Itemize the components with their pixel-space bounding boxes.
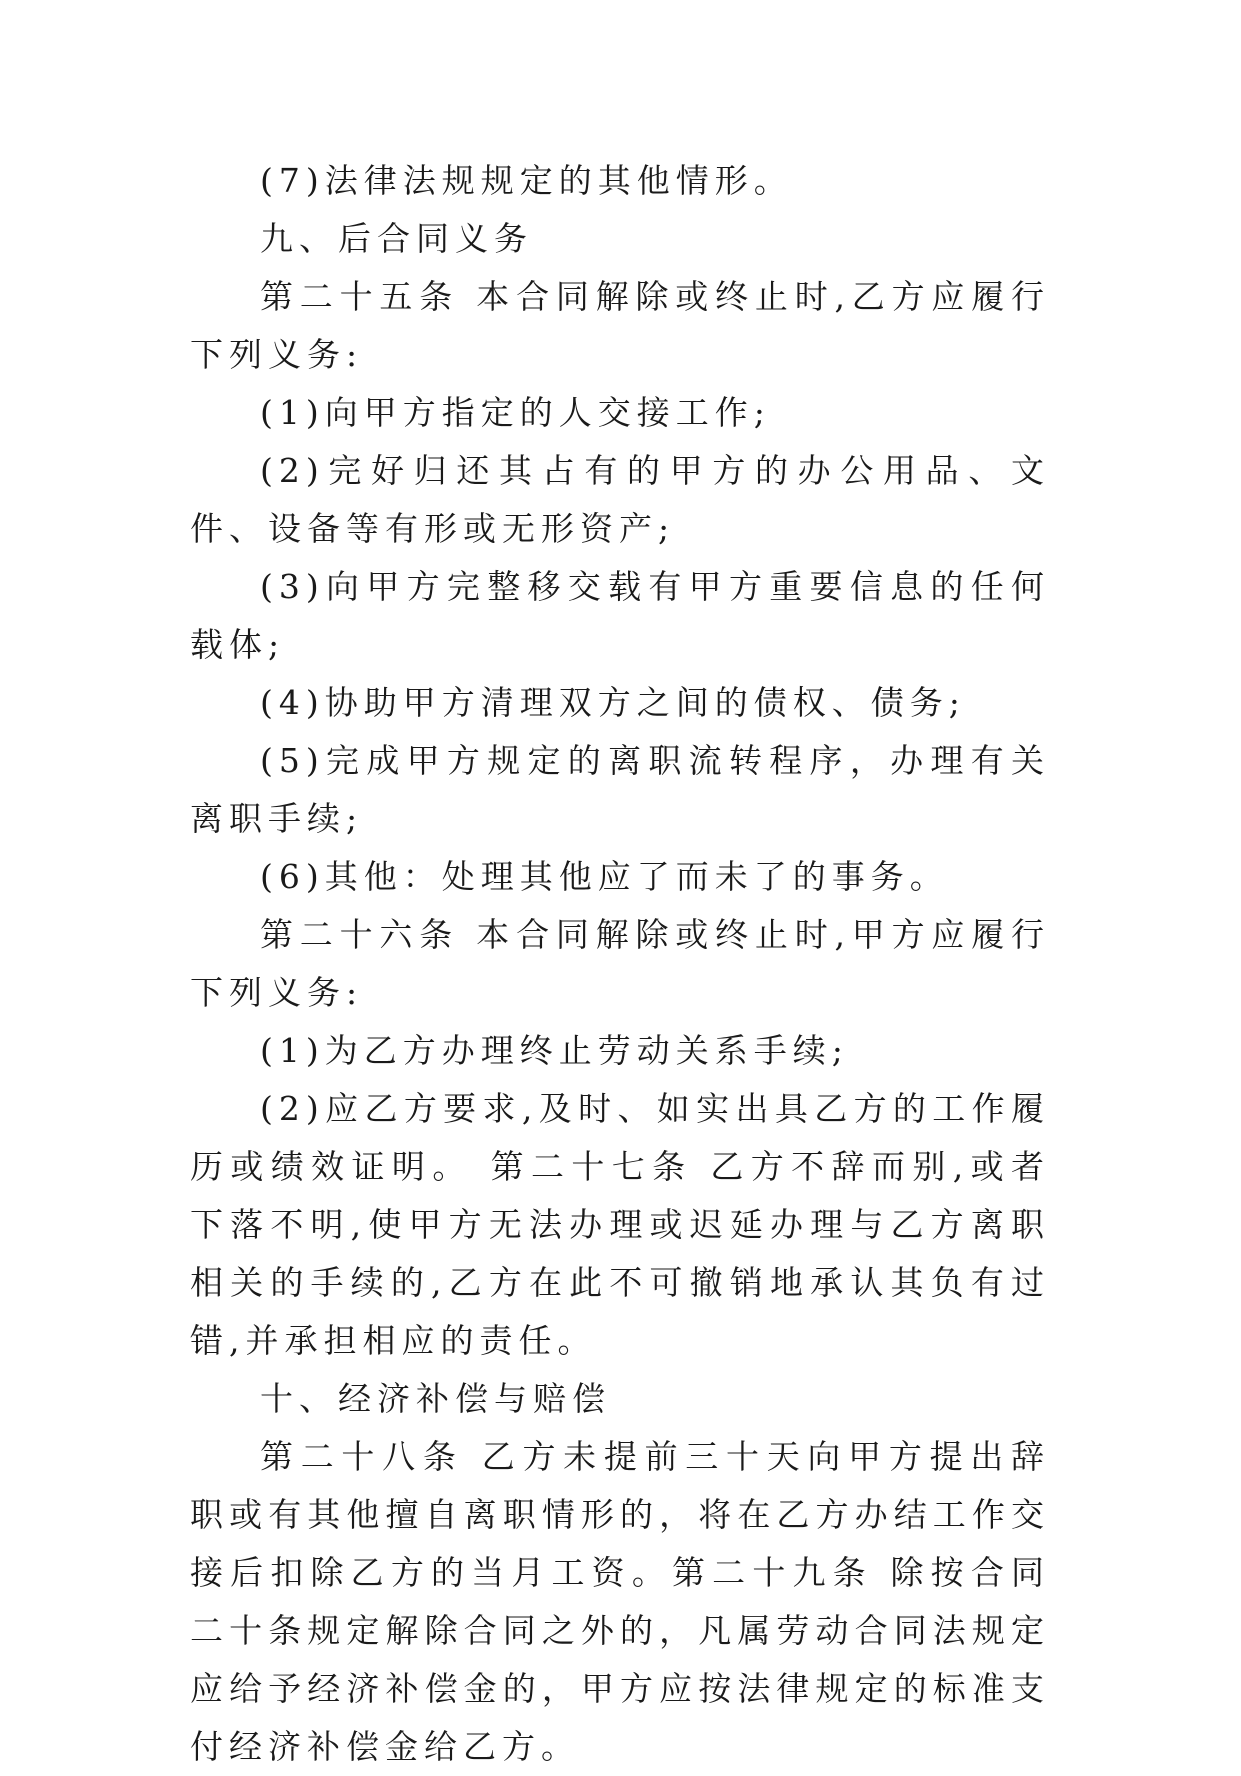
paragraph: 第二十五条 本合同解除或终止时,乙方应履行下列义务: [190,277,1050,374]
paragraph: (2)应乙方要求,及时、如实出具乙方的工作履历或绩效证明。 第二十七条 乙方不辞而别,或者下落不明,使甲方无法办理或迟延办理与乙方离职相关的手续的,乙方在此不可撤销地承认其负有过错,并承担相应的责任。 [190,1089,1050,1360]
paragraph: (6)其他：处理其他应了而未了的事务。 [260,857,949,896]
paragraph: 第二十八条 乙方未提前三十天向甲方提出辞职或有其他擅自离职情形的，将在乙方办结工作交接后扣除乙方的当月工资。第二十九条 除按合同二十条规定解除合同之外的，凡属劳动合同法规定应给予经济补偿金的，甲方应按法律规定的标准支付经济补偿金给乙方。 [190,1437,1050,1766]
paragraph: 第二十六条 本合同解除或终止时,甲方应履行下列义务: [190,915,1050,1012]
paragraph: (5)完成甲方规定的离职流转程序，办理有关离职手续; [190,741,1050,838]
paragraph: (1)向甲方指定的人交接工作; [260,393,771,432]
paragraph: (2)完好归还其占有的甲方的办公用品、文件、设备等有形或无形资产; [190,451,1050,548]
paragraph: (4)协助甲方清理双方之间的债权、债务; [260,683,966,722]
paragraph: (1)为乙方办理终止劳动关系手续; [260,1031,849,1070]
section-heading: 九、后合同义务 [260,219,533,258]
paragraph: (3)向甲方完整移交载有甲方重要信息的任何载体; [190,567,1050,664]
paragraph: (7)法律法规规定的其他情形。 [260,161,793,200]
document-body [190,152,1050,1776]
section-heading: 十、经济补偿与赔偿 [260,1379,611,1418]
